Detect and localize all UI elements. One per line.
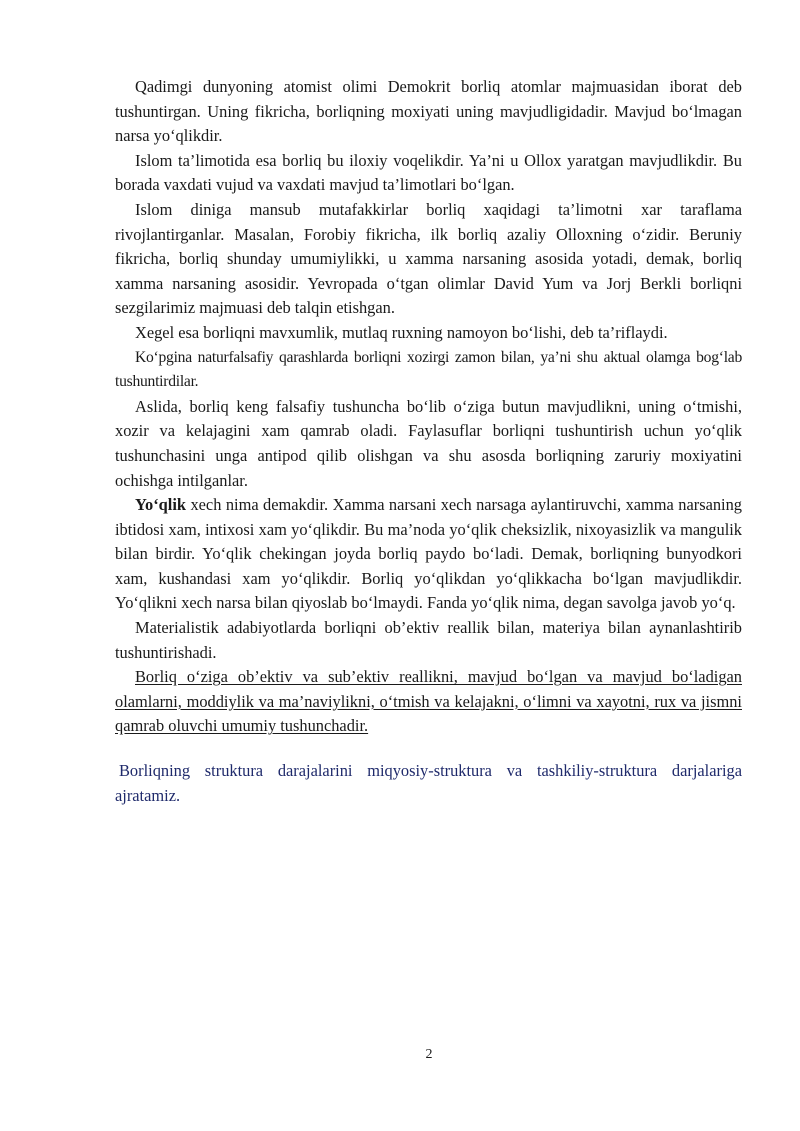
paragraph-islam-teaching: Islom ta’limotida esa borliq bu iloxiy voqelikdir. Ya’ni u Ollox yaratgan mavjudlikdir. Bu borada vaxdati vujud va vaxdati mavjud ta’limotlari bo‘lgan. — [115, 150, 742, 195]
paragraph-broad-concept: Aslida, borliq keng falsafiy tushuncha bo‘lib o‘ziga butun mavjudlikni, uning o‘tmishi, xozir va kelajagini xam qamrab oladi. Faylasuflar borliqni tushuntirish uchun yo‘qlik tushunchasini unga antipod qilib olishgan va shu asosda borliqning zaruriy moxiyatini ochishga intilganlar. — [115, 396, 742, 490]
paragraph-islamic-thinkers: Islom diniga mansub mutafakkirlar borliq xaqidagi ta’limotni xar taraflama rivojlantirganlar. Masalan, Forobiy fikricha, ilk borliq azaliy Olloxning o‘zidir. Beruniy fikricha, borliq shunday umumiylikki, u xamma narsaning asosida yotadi, demak, borliq xamma narsaning asosidir. Yevropada o‘tgan olimlar David Yum va Jorj Berkli borliqni sezgilarimiz majmuasi deb talqin etishgan. — [115, 199, 742, 318]
paragraph-void — [115, 493, 742, 616]
document-body — [115, 75, 742, 808]
void-term: Yo‘qlik — [135, 495, 187, 515]
void-text: xech nima demakdir. Xamma narsani xech narsaga aylantiruvchi, xamma narsaning ibtidosi xam, intixosi xam yo‘qlikdir. Bu ma’noda yo‘qlik cheksizlik, nixoyasizlik va mangulik bilan birdir. Yo‘qlik chekingan joyda borliq paydo bo‘ladi. Demak, borliqning bunyodkori xam, kushandasi xam yo‘qlikdir. Borliq yo‘qlikdan yo‘qlikkacha bo‘lgan mavjudlikdir. Yo‘qlikni xech narsa bilan qiyoslab bo‘lmaydi. Fanda yo‘qlik nima, degan savolga javob yo‘q. — [115, 495, 742, 613]
paragraph-hegel: Xegel esa borliqni mavxumlik, mutlaq ruxning namoyon bo‘lishi, deb ta’riflaydi. — [135, 322, 668, 342]
paragraph-materialist: Materialistik adabiyotlarda borliqni ob’ektiv reallik bilan, materiya bilan aynanlashtirib tushuntirishadi. — [115, 618, 742, 662]
paragraph-democritus: Qadimgi dunyoning atomist olimi Demokrit borliq atomlar majmuasidan iborat deb tushuntirgan. Uning fikricha, borliqning moxiyati uning mavjudligidadir. Mavjud bo‘lmagan narsa yo‘qlikdir. — [115, 77, 742, 146]
definition-text: Borliq o‘ziga ob’ektiv va sub’ektiv reallikni, mavjud bo‘lgan va mavjud bo‘ladigan olamlarni, moddiylik va ma’naviylikni, o‘tmish va kelajakni, o‘limni va xayotni, rux va jismni qamrab oluvchi umumiy tushunchadir. — [115, 667, 742, 736]
paragraph-definition — [115, 665, 742, 739]
page-number: 2 — [425, 1047, 433, 1062]
structure-levels-note: Borliqning struktura darajalarini miqyosiy-struktura va tashkiliy-struktura darjalariga ajratamiz. — [115, 761, 742, 805]
paragraph-naturphilosophy: Ko‘pgina naturfalsafiy qarashlarda borliqni xozirgi zamon bilan, ya’ni shu aktual olamga bog‘lab tushuntirdilar. — [115, 348, 742, 391]
